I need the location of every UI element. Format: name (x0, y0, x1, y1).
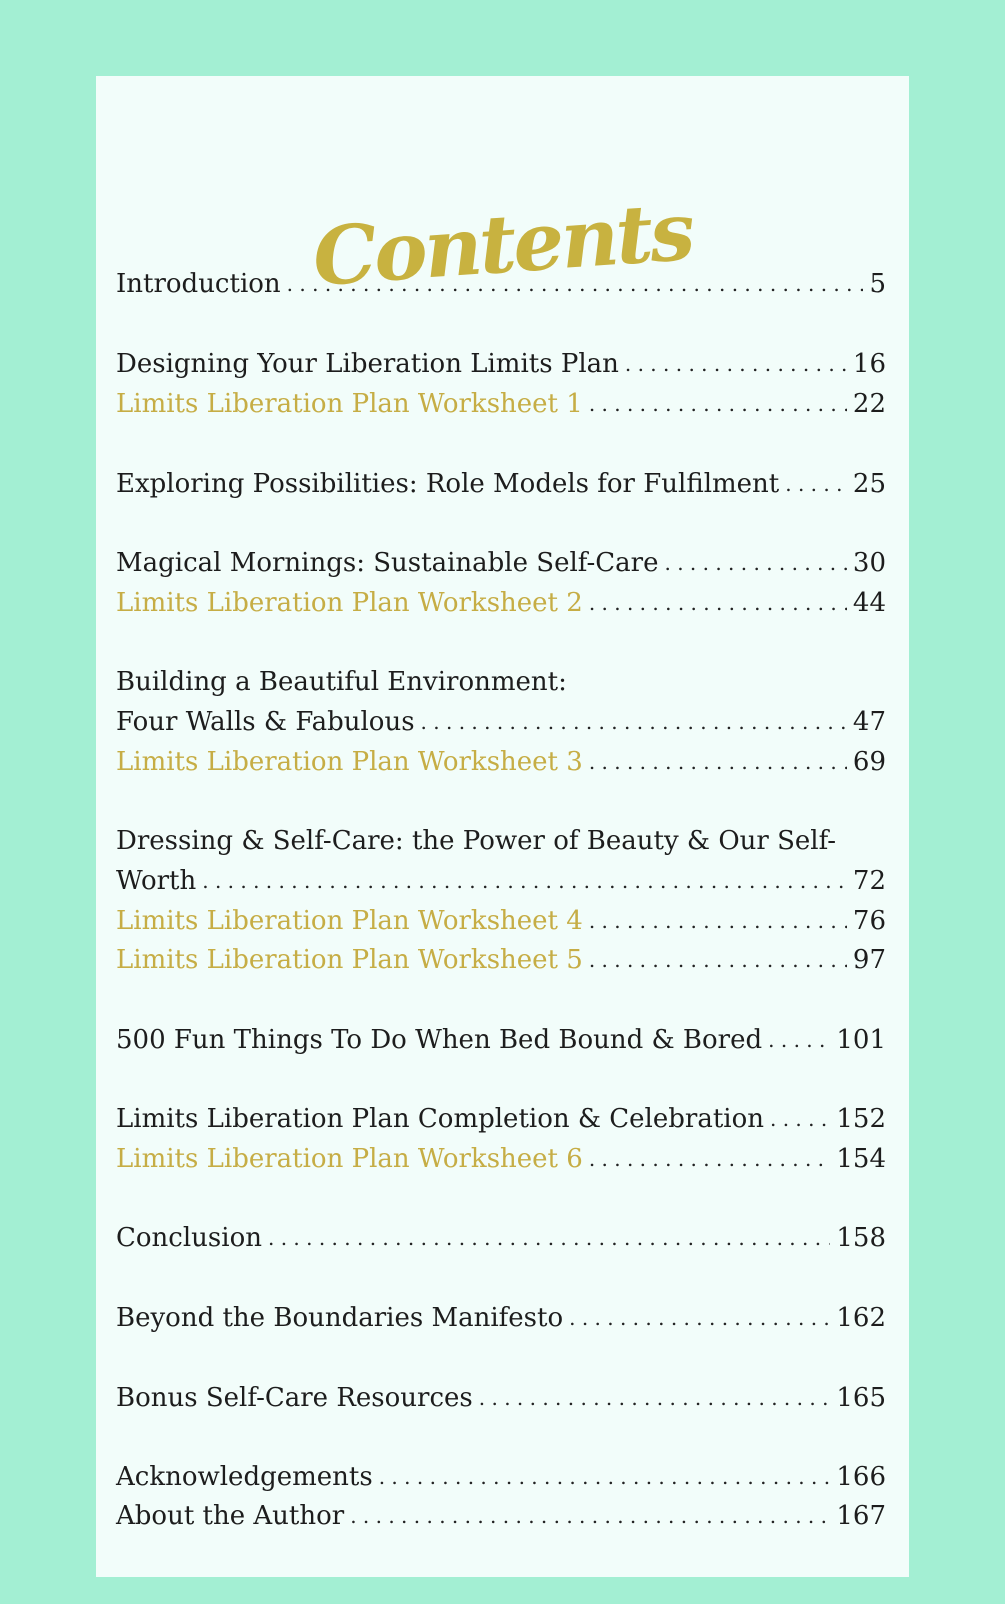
dot-leader (770, 1101, 830, 1137)
dot-leader (379, 1459, 831, 1495)
toc-entry-page-number: 101 (836, 1025, 886, 1055)
toc-entry-page-number: 47 (852, 707, 886, 737)
toc-entry[interactable] (116, 1101, 886, 1137)
dot-leader (421, 704, 847, 740)
toc-entry-page-number: 44 (852, 588, 886, 618)
toc-entry[interactable] (116, 466, 886, 502)
dot-leader (589, 585, 847, 621)
toc-entry-page-number: 97 (852, 945, 886, 975)
toc-entry[interactable] (116, 1459, 886, 1495)
toc-entry-label: Dressing & Self-Care: the Power of Beauty & Our Self- (116, 826, 837, 856)
dot-leader (202, 863, 847, 899)
toc-entry[interactable] (116, 1022, 886, 1058)
toc-entry-label: About the Author (116, 1501, 345, 1531)
toc-entry-label: Limits Liberation Plan Completion & Celebration (116, 1104, 764, 1134)
toc-entry-label: Limits Liberation Plan Worksheet 6 (116, 1144, 583, 1174)
dot-leader (589, 903, 847, 939)
toc-entry-label: Bonus Self-Care Resources (116, 1383, 473, 1413)
toc-entry-page-number: 165 (836, 1383, 886, 1413)
toc-entry-label: Limits Liberation Plan Worksheet 1 (116, 389, 583, 419)
dot-leader (768, 1022, 830, 1058)
toc-entry[interactable] (116, 1380, 886, 1416)
toc-entry-label: Beyond the Boundaries Manifesto (116, 1303, 564, 1333)
toc-entry-page-number: 69 (852, 747, 886, 777)
toc-entry-page-number: 30 (852, 548, 886, 578)
toc-entry[interactable] (116, 545, 886, 581)
toc-entry-page-number: 167 (836, 1501, 886, 1531)
toc-entry[interactable] (116, 704, 886, 740)
contents-page (96, 76, 909, 1577)
toc-entry-label: Limits Liberation Plan Worksheet 2 (116, 588, 583, 618)
toc-entry[interactable] (116, 823, 886, 859)
toc-entry-page-number: 22 (852, 389, 886, 419)
toc-entry-label: Limits Liberation Plan Worksheet 3 (116, 747, 583, 777)
toc-entry-label: Introduction (116, 269, 281, 299)
toc-entry-label: Magical Mornings: Sustainable Self-Care (116, 548, 659, 578)
dot-leader (479, 1380, 831, 1416)
dot-leader (589, 386, 847, 422)
toc-entry-label: Designing Your Liberation Limits Plan (116, 349, 619, 379)
toc-entry[interactable] (116, 942, 886, 978)
toc-entry-label: Worth (116, 866, 197, 896)
toc-entry-page-number: 25 (852, 469, 886, 499)
toc-entry-page-number: 158 (836, 1223, 886, 1253)
toc-entry[interactable] (116, 386, 886, 422)
toc-entry-label: Exploring Possibilities: Role Models for Fulfilment (116, 469, 780, 499)
toc-entry[interactable] (116, 585, 886, 621)
toc-entry[interactable] (116, 664, 886, 700)
dot-leader (350, 1498, 830, 1534)
toc-entry[interactable] (116, 1498, 886, 1534)
toc-entry[interactable] (116, 863, 886, 899)
dot-leader (625, 346, 847, 382)
dot-leader (287, 266, 864, 302)
dot-leader (268, 1220, 830, 1256)
toc-entry[interactable] (116, 744, 886, 780)
dot-leader (664, 545, 846, 581)
toc-entry-label: Building a Beautiful Environment: (116, 667, 567, 697)
toc-entry[interactable] (116, 1300, 886, 1336)
toc-entry[interactable] (116, 266, 886, 302)
toc-entry-page-number: 162 (836, 1303, 886, 1333)
dot-leader (569, 1300, 830, 1336)
toc-entry[interactable] (116, 1220, 886, 1256)
toc-entry-page-number: 16 (852, 349, 886, 379)
toc-entry-label: Limits Liberation Plan Worksheet 4 (116, 906, 583, 936)
toc-entry-page-number: 154 (836, 1144, 886, 1174)
toc-entry[interactable] (116, 903, 886, 939)
contents-title: Contents (310, 183, 695, 305)
toc-entry-label: Limits Liberation Plan Worksheet 5 (116, 945, 583, 975)
toc-entry-page-number: 76 (852, 906, 886, 936)
dot-leader (589, 1141, 831, 1177)
dot-leader (785, 466, 847, 502)
toc-entry-page-number: 152 (836, 1104, 886, 1134)
toc-entry-page-number: 166 (836, 1462, 886, 1492)
toc-entry-label: Conclusion (116, 1223, 262, 1253)
toc-entry[interactable] (116, 1141, 886, 1177)
toc-entry-page-number: 72 (852, 866, 886, 896)
dot-leader (589, 942, 847, 978)
toc-entry[interactable] (116, 346, 886, 382)
toc-entry-label: 500 Fun Things To Do When Bed Bound & Bored (116, 1025, 763, 1055)
toc-entry-label: Acknowledgements (116, 1462, 373, 1492)
toc-entry-label: Four Walls & Fabulous (116, 707, 415, 737)
dot-leader (589, 744, 847, 780)
toc-entry-page-number: 5 (869, 269, 886, 299)
